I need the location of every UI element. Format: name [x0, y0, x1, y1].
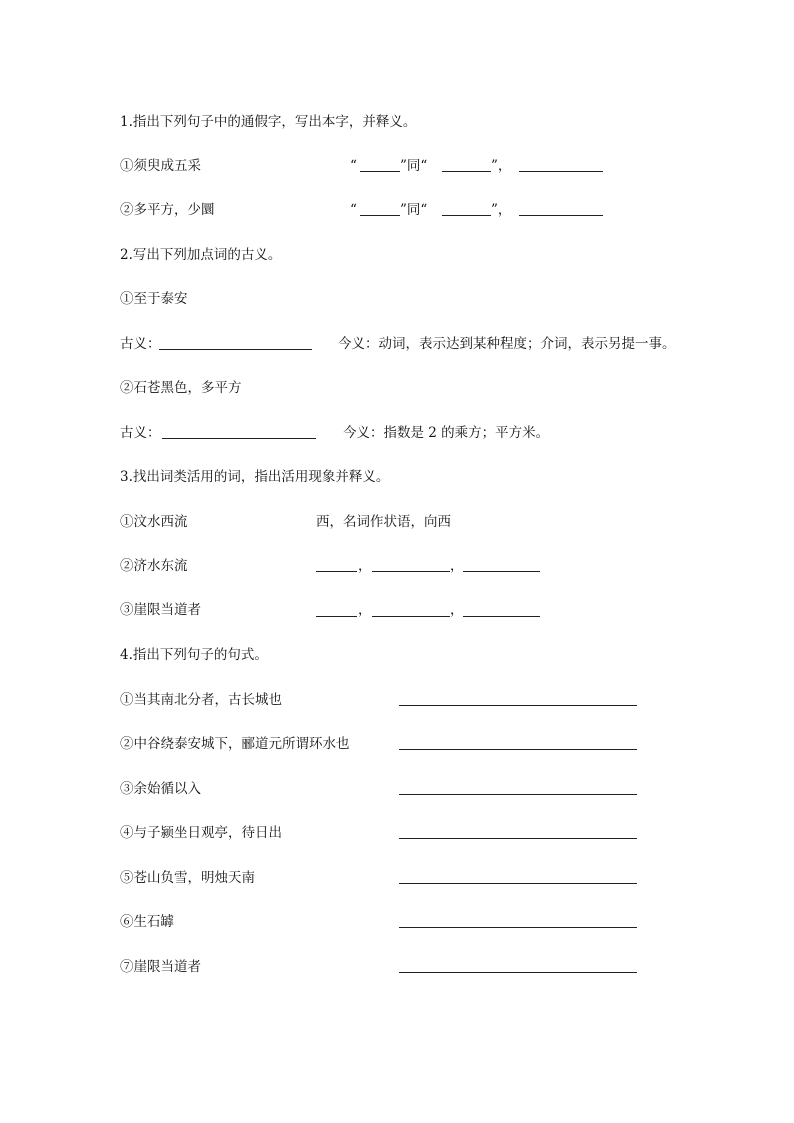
- q4-item-7-text: ⑦崖限当道者: [120, 959, 201, 975]
- q1-item-2-open-quote: “: [350, 202, 357, 218]
- q2-item-1-gu-blank[interactable]: [159, 349, 312, 350]
- q1-item-1-same-as: ”同“: [400, 158, 428, 174]
- q3-item-2-blank-2[interactable]: [372, 571, 450, 572]
- q4-item-3-text: ③余始循以入: [120, 781, 201, 797]
- q4-item-4-blank[interactable]: [399, 838, 637, 839]
- q3-item-3-sep-2: ，: [450, 602, 464, 618]
- q3-item-3-blank-1[interactable]: [316, 616, 357, 617]
- q1-item-1-blank-2[interactable]: [442, 171, 491, 172]
- q3-item-1-text: ①汶水西流: [120, 514, 188, 530]
- q4-item-2-blank[interactable]: [399, 749, 637, 750]
- q3-item-1-answer: 西，名词作状语，向西: [316, 514, 451, 530]
- q2-item-2-jin: 今义：指数是 2 的乘方；平方米。: [343, 425, 550, 441]
- q1-item-1-blank-1[interactable]: [360, 171, 400, 172]
- q1-item-2-blank-3[interactable]: [519, 215, 603, 216]
- q1-item-2-close: ”，: [491, 202, 512, 218]
- q3-item-2-blank-3[interactable]: [463, 571, 540, 572]
- q2-item-1-jin: 今义：动词，表示达到某种程度；介词，表示另提一事。: [338, 336, 676, 352]
- q1-item-2-same-as: ”同“: [400, 202, 428, 218]
- q3-item-2-blank-1[interactable]: [316, 571, 357, 572]
- q2-item-1-text: ①至于泰安: [120, 291, 188, 307]
- q3-item-3-blank-2[interactable]: [372, 616, 450, 617]
- q1-item-1-text: ①须臾成五采: [120, 158, 201, 174]
- q1-title: 1.指出下列句子中的通假字，写出本字，并释义。: [120, 114, 417, 130]
- q2-item-2-gu-label: 古义：: [120, 425, 161, 441]
- q2-title: 2.写出下列加点词的古义。: [120, 247, 282, 263]
- q3-title: 3.找出词类活用的词，指出活用现象并释义。: [120, 469, 390, 485]
- q4-item-3-blank[interactable]: [399, 794, 637, 795]
- q1-item-2-blank-1[interactable]: [360, 215, 400, 216]
- q4-item-4-text: ④与子颍坐日观亭，待日出: [120, 825, 282, 841]
- q4-item-5-blank[interactable]: [399, 883, 637, 884]
- q3-item-3-blank-3[interactable]: [463, 616, 540, 617]
- q3-item-3-text: ③崖限当道者: [120, 602, 201, 618]
- q3-item-2-sep-2: ，: [450, 558, 464, 574]
- q4-item-1-blank[interactable]: [399, 705, 637, 706]
- q4-item-6-blank[interactable]: [399, 927, 637, 928]
- q4-item-6-text: ⑥生石罅: [120, 914, 174, 930]
- q1-item-2-text: ②多平方，少圜: [120, 202, 215, 218]
- q3-item-2-text: ②济水东流: [120, 558, 188, 574]
- q4-item-5-text: ⑤苍山负雪，明烛天南: [120, 870, 255, 886]
- q4-item-2-text: ②中谷绕泰安城下，郦道元所谓环水也: [120, 736, 350, 752]
- q3-item-2-sep-1: ，: [358, 558, 372, 574]
- q4-title: 4.指出下列句子的句式。: [120, 647, 268, 663]
- q4-item-7-blank[interactable]: [399, 972, 637, 973]
- q2-item-1-gu-label: 古义：: [120, 336, 161, 352]
- q3-item-3-sep-1: ，: [358, 602, 372, 618]
- q2-item-2-gu-blank[interactable]: [162, 438, 316, 439]
- q4-item-1-text: ①当其南北分者，古长城也: [120, 692, 282, 708]
- q2-item-2-text: ②石苍黑色，多平方: [120, 380, 242, 396]
- q1-item-1-open-quote: “: [350, 158, 357, 174]
- q1-item-1-blank-3[interactable]: [519, 171, 603, 172]
- q1-item-1-close: ”，: [491, 158, 512, 174]
- q1-item-2-blank-2[interactable]: [442, 215, 491, 216]
